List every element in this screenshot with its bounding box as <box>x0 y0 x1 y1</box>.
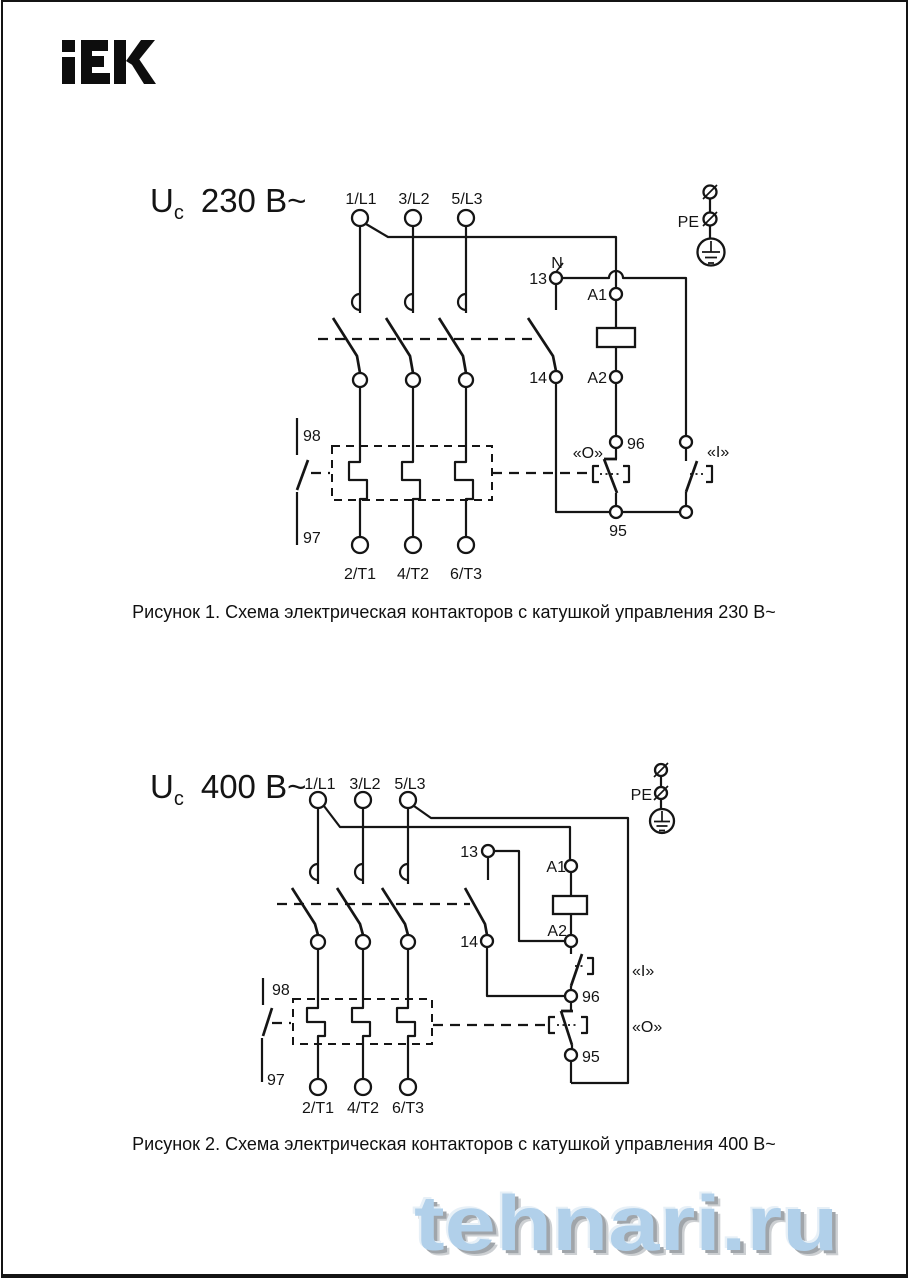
node-13 <box>482 845 494 857</box>
fig1-caption: Рисунок 1. Схема электрическая контакторов с катушкой управления 230 В~ <box>132 602 776 622</box>
terminal-3L2 <box>355 792 371 808</box>
contact-hook-icon <box>405 294 413 310</box>
label-14: 14 <box>529 370 547 387</box>
label-A1: A1 <box>587 287 607 304</box>
terminal-6T3 <box>458 537 474 553</box>
thermal-element-icon <box>397 949 415 1079</box>
label-1L1: 1/L1 <box>345 191 377 208</box>
u-symbol: U <box>150 768 174 805</box>
contact-hook-icon <box>458 294 466 310</box>
button-bracket-icon <box>706 466 712 482</box>
terminal-2T1 <box>352 537 368 553</box>
thermal-element-icon <box>455 387 473 537</box>
contact-blade-icon <box>337 888 363 935</box>
label-13: 13 <box>529 271 547 288</box>
label-stop: «O» <box>572 445 603 462</box>
label-97: 97 <box>303 530 321 547</box>
contact-hook-icon <box>355 864 363 880</box>
fig2-voltage-title <box>150 770 306 809</box>
terminal-5L3 <box>458 210 474 226</box>
terminal-1L1 <box>352 210 368 226</box>
label-A2: A2 <box>587 370 607 387</box>
fig1-voltage-title <box>150 184 306 223</box>
label-98: 98 <box>272 982 290 999</box>
fig1-coil <box>597 328 635 347</box>
logo-k-leg <box>129 56 156 84</box>
figure2-diagram <box>262 763 674 1117</box>
contact-hook-icon <box>310 864 318 880</box>
contact-hook-icon <box>352 294 360 310</box>
contact-lower-terminal <box>401 935 415 949</box>
label-2T1: 2/T1 <box>301 1100 335 1117</box>
node-start-bottom <box>680 506 692 518</box>
logo-e-mid <box>81 56 104 67</box>
label-stop: «O» <box>632 1019 663 1036</box>
thermal-element-icon <box>402 387 420 537</box>
label-PE: PE <box>677 214 699 231</box>
u-subscript: c <box>173 788 184 810</box>
fig1-aux-blade-icon <box>528 318 556 371</box>
terminal-4T2 <box>405 537 421 553</box>
logo-k-stem <box>114 40 126 84</box>
u-symbol: U <box>150 182 174 219</box>
fig1-pe-terminal <box>698 185 725 266</box>
thermal-element-icon <box>349 387 367 537</box>
fig2-feed-L1-wire <box>324 806 570 860</box>
contact-hook-icon <box>400 864 408 880</box>
fig2-wire-14-to-96 <box>487 947 565 996</box>
fig2-coil <box>553 896 587 914</box>
nc-blade-icon <box>561 1011 573 1045</box>
label-5L3: 5/L3 <box>451 191 483 208</box>
button-bracket-icon <box>587 958 593 974</box>
contact-blade-icon <box>382 888 408 935</box>
contact-lower-terminal <box>459 373 473 387</box>
label-5L3: 5/L3 <box>394 776 426 793</box>
contact-lower-terminal <box>356 935 370 949</box>
contact-lower-terminal <box>311 935 325 949</box>
thermal-element-icon <box>307 949 325 1079</box>
iek-logo <box>62 40 156 84</box>
node-14 <box>481 935 493 947</box>
label-start: «I» <box>632 963 655 980</box>
label-3L2: 3/L2 <box>398 191 430 208</box>
nc-blade-icon <box>604 459 617 493</box>
label-98: 98 <box>303 428 321 445</box>
terminal-4T2 <box>355 1079 371 1095</box>
contact-blade-icon <box>292 888 318 935</box>
label-1L1: 1/L1 <box>304 776 336 793</box>
tehnari-watermark: tehnari.ru <box>414 1179 839 1267</box>
figure1-diagram <box>297 185 729 583</box>
node-96 <box>565 990 577 1002</box>
node-96 <box>610 436 622 448</box>
logo-e-top <box>81 40 108 51</box>
fig1-neutral-wire-with-hop <box>562 271 686 436</box>
node-13 <box>550 272 562 284</box>
contact-blade-icon <box>386 318 413 373</box>
contact-lower-terminal <box>406 373 420 387</box>
node-start-top <box>680 436 692 448</box>
label-A2: A2 <box>547 923 567 940</box>
label-95: 95 <box>609 523 627 540</box>
label-6T3: 6/T3 <box>449 566 483 583</box>
contact-blade-icon <box>333 318 360 373</box>
label-6T3: 6/T3 <box>391 1100 425 1117</box>
label-4T2: 4/T2 <box>346 1100 380 1117</box>
node-95 <box>565 1049 577 1061</box>
label-14: 14 <box>460 934 478 951</box>
blade-icon <box>297 460 308 490</box>
terminal-1L1 <box>310 792 326 808</box>
wire <box>262 978 263 1082</box>
terminal-3L2 <box>405 210 421 226</box>
label-97: 97 <box>267 1072 285 1089</box>
fig2-start-button <box>571 947 593 990</box>
contact-blade-icon <box>439 318 466 373</box>
node-A1 <box>565 860 577 872</box>
fig2-feed-L3-and-return-wire <box>414 806 628 1083</box>
fig2-caption: Рисунок 2. Схема электрическая контакторов с катушкой управления 400 В~ <box>132 1134 776 1154</box>
label-start: «I» <box>707 444 730 461</box>
node-14 <box>550 371 562 383</box>
no-blade-icon <box>686 461 697 492</box>
label-2T1: 2/T1 <box>343 566 377 583</box>
voltage-value: 400 В~ <box>200 768 307 805</box>
label-95: 95 <box>582 1049 600 1066</box>
node-A1 <box>610 288 622 300</box>
label-4T2: 4/T2 <box>396 566 430 583</box>
label-13: 13 <box>460 844 478 861</box>
u-subscript: c <box>173 202 184 224</box>
terminal-5L3 <box>400 792 416 808</box>
voltage-value: 230 В~ <box>200 182 307 219</box>
logo-e-bottom <box>81 73 110 84</box>
terminal-2T1 <box>310 1079 326 1095</box>
label-96: 96 <box>627 436 645 453</box>
terminal-6T3 <box>400 1079 416 1095</box>
node-A2 <box>610 371 622 383</box>
fig2-aux-blade-icon <box>465 888 487 935</box>
label-PE: PE <box>630 787 652 804</box>
thermal-element-icon <box>352 949 370 1079</box>
node-95 <box>610 506 622 518</box>
label-3L2: 3/L2 <box>349 776 381 793</box>
blade-icon <box>263 1008 272 1036</box>
no-blade-icon <box>571 954 582 986</box>
label-96: 96 <box>582 989 600 1006</box>
logo-i-dot <box>62 40 75 52</box>
label-A1: A1 <box>546 859 566 876</box>
fig2-stop-button <box>549 1002 587 1049</box>
label-N: N <box>551 255 563 272</box>
fig2-pe-terminal <box>650 763 674 833</box>
logo-i-stem <box>62 57 75 84</box>
contact-lower-terminal <box>353 373 367 387</box>
